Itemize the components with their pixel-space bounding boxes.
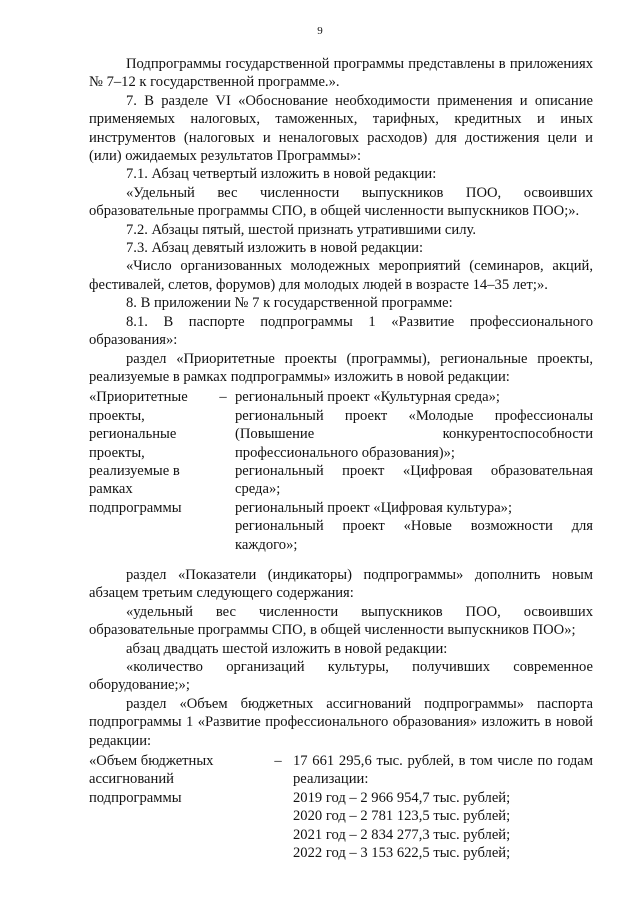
dash: – <box>274 753 282 770</box>
list-item: региональный проект «Цифровая культура»; <box>235 499 513 516</box>
list-item: 2022 год – 3 153 622,5 тыс. рублей; <box>293 845 511 862</box>
projects-list <box>235 388 593 554</box>
paragraph: раздел «Показатели (индикаторы) подпрограммы» дополнить новым абзацем третьим следующего содержания: <box>89 566 593 602</box>
paragraph: Подпрограммы государственной программы представлены в приложениях № 7–12 к государственной программе.». <box>89 56 593 91</box>
document-body <box>89 55 593 862</box>
list-item: региональный проект «Культурная среда»; <box>235 389 500 406</box>
page-number: 9 <box>317 25 323 37</box>
paragraph: «Число организованных молодежных мероприятий (семинаров, акций, фестивалей, слетов, форумов) для молодых людей в возрасте 14–35 лет;». <box>89 258 593 293</box>
dash: – <box>219 389 227 406</box>
list-item: 2020 год – 2 781 123,5 тыс. рублей; <box>293 808 511 825</box>
list-item: 2019 год – 2 966 954,7 тыс. рублей; <box>293 789 511 806</box>
paragraph: 7.3. Абзац девятый изложить в новой редакции: <box>126 240 424 257</box>
list-item: региональный проект «Цифровая образовательная среда»; <box>235 462 593 498</box>
paragraph: 8. В приложении № 7 к государственной программе: <box>126 295 453 312</box>
projects-label: «Приоритетные проекты, региональные проекты, реализуемые в рамках подпрограммы <box>89 389 188 516</box>
list-item: региональный проект «Молодые профессионалы (Повышение конкурентоспособности профессионального образования)»; <box>235 407 593 461</box>
paragraph: 8.1. В паспорте подпрограммы 1 «Развитие профессионального образования»: <box>89 313 593 349</box>
budget-table <box>89 752 593 862</box>
list-item: 2021 год – 2 834 277,3 тыс. рублей; <box>293 826 511 843</box>
paragraph: абзац двадцать шестой изложить в новой редакции: <box>126 640 448 657</box>
list-item: региональный проект «Новые возможности для каждого»; <box>235 518 593 553</box>
paragraph: «количество организаций культуры, получивших современное оборудование;»; <box>89 659 593 694</box>
paragraph: 7. В разделе VI «Обоснование необходимости применения и описание применяемых налоговых, таможенных, тарифных, кредитных и иных инструментов (налоговых и неналоговых расходов) для достижения цели и (или) ожидаемых результатов Программы»: <box>89 92 593 165</box>
budget-label: «Объем бюджетных ассигнований подпрограммы <box>89 753 214 806</box>
list-item: 17 661 295,6 тыс. рублей, в том числе по годам реализации: <box>293 753 593 788</box>
paragraph: 7.2. Абзацы пятый, шестой признать утратившими силу. <box>126 221 476 238</box>
paragraph: 7.1. Абзац четвертый изложить в новой редакции: <box>126 166 437 183</box>
paragraph: раздел «Объем бюджетных ассигнований подпрограммы» паспорта подпрограммы 1 «Развитие профессионального образования» изложить в новой редакции: <box>89 695 593 749</box>
paragraph: раздел «Приоритетные проекты (программы), региональные проекты, реализуемые в рамках подпрограммы» изложить в новой редакции: <box>89 350 593 385</box>
paragraph: «удельный вес численности выпускников ПОО, освоивших образовательные программы СПО, в общей численности выпускников ПОО»; <box>89 603 593 639</box>
paragraph: «Удельный вес численности выпускников ПОО, освоивших образовательные программы СПО, в общей численности выпускников ПОО;». <box>89 184 593 220</box>
projects-table <box>89 388 593 554</box>
budget-list <box>293 752 593 862</box>
